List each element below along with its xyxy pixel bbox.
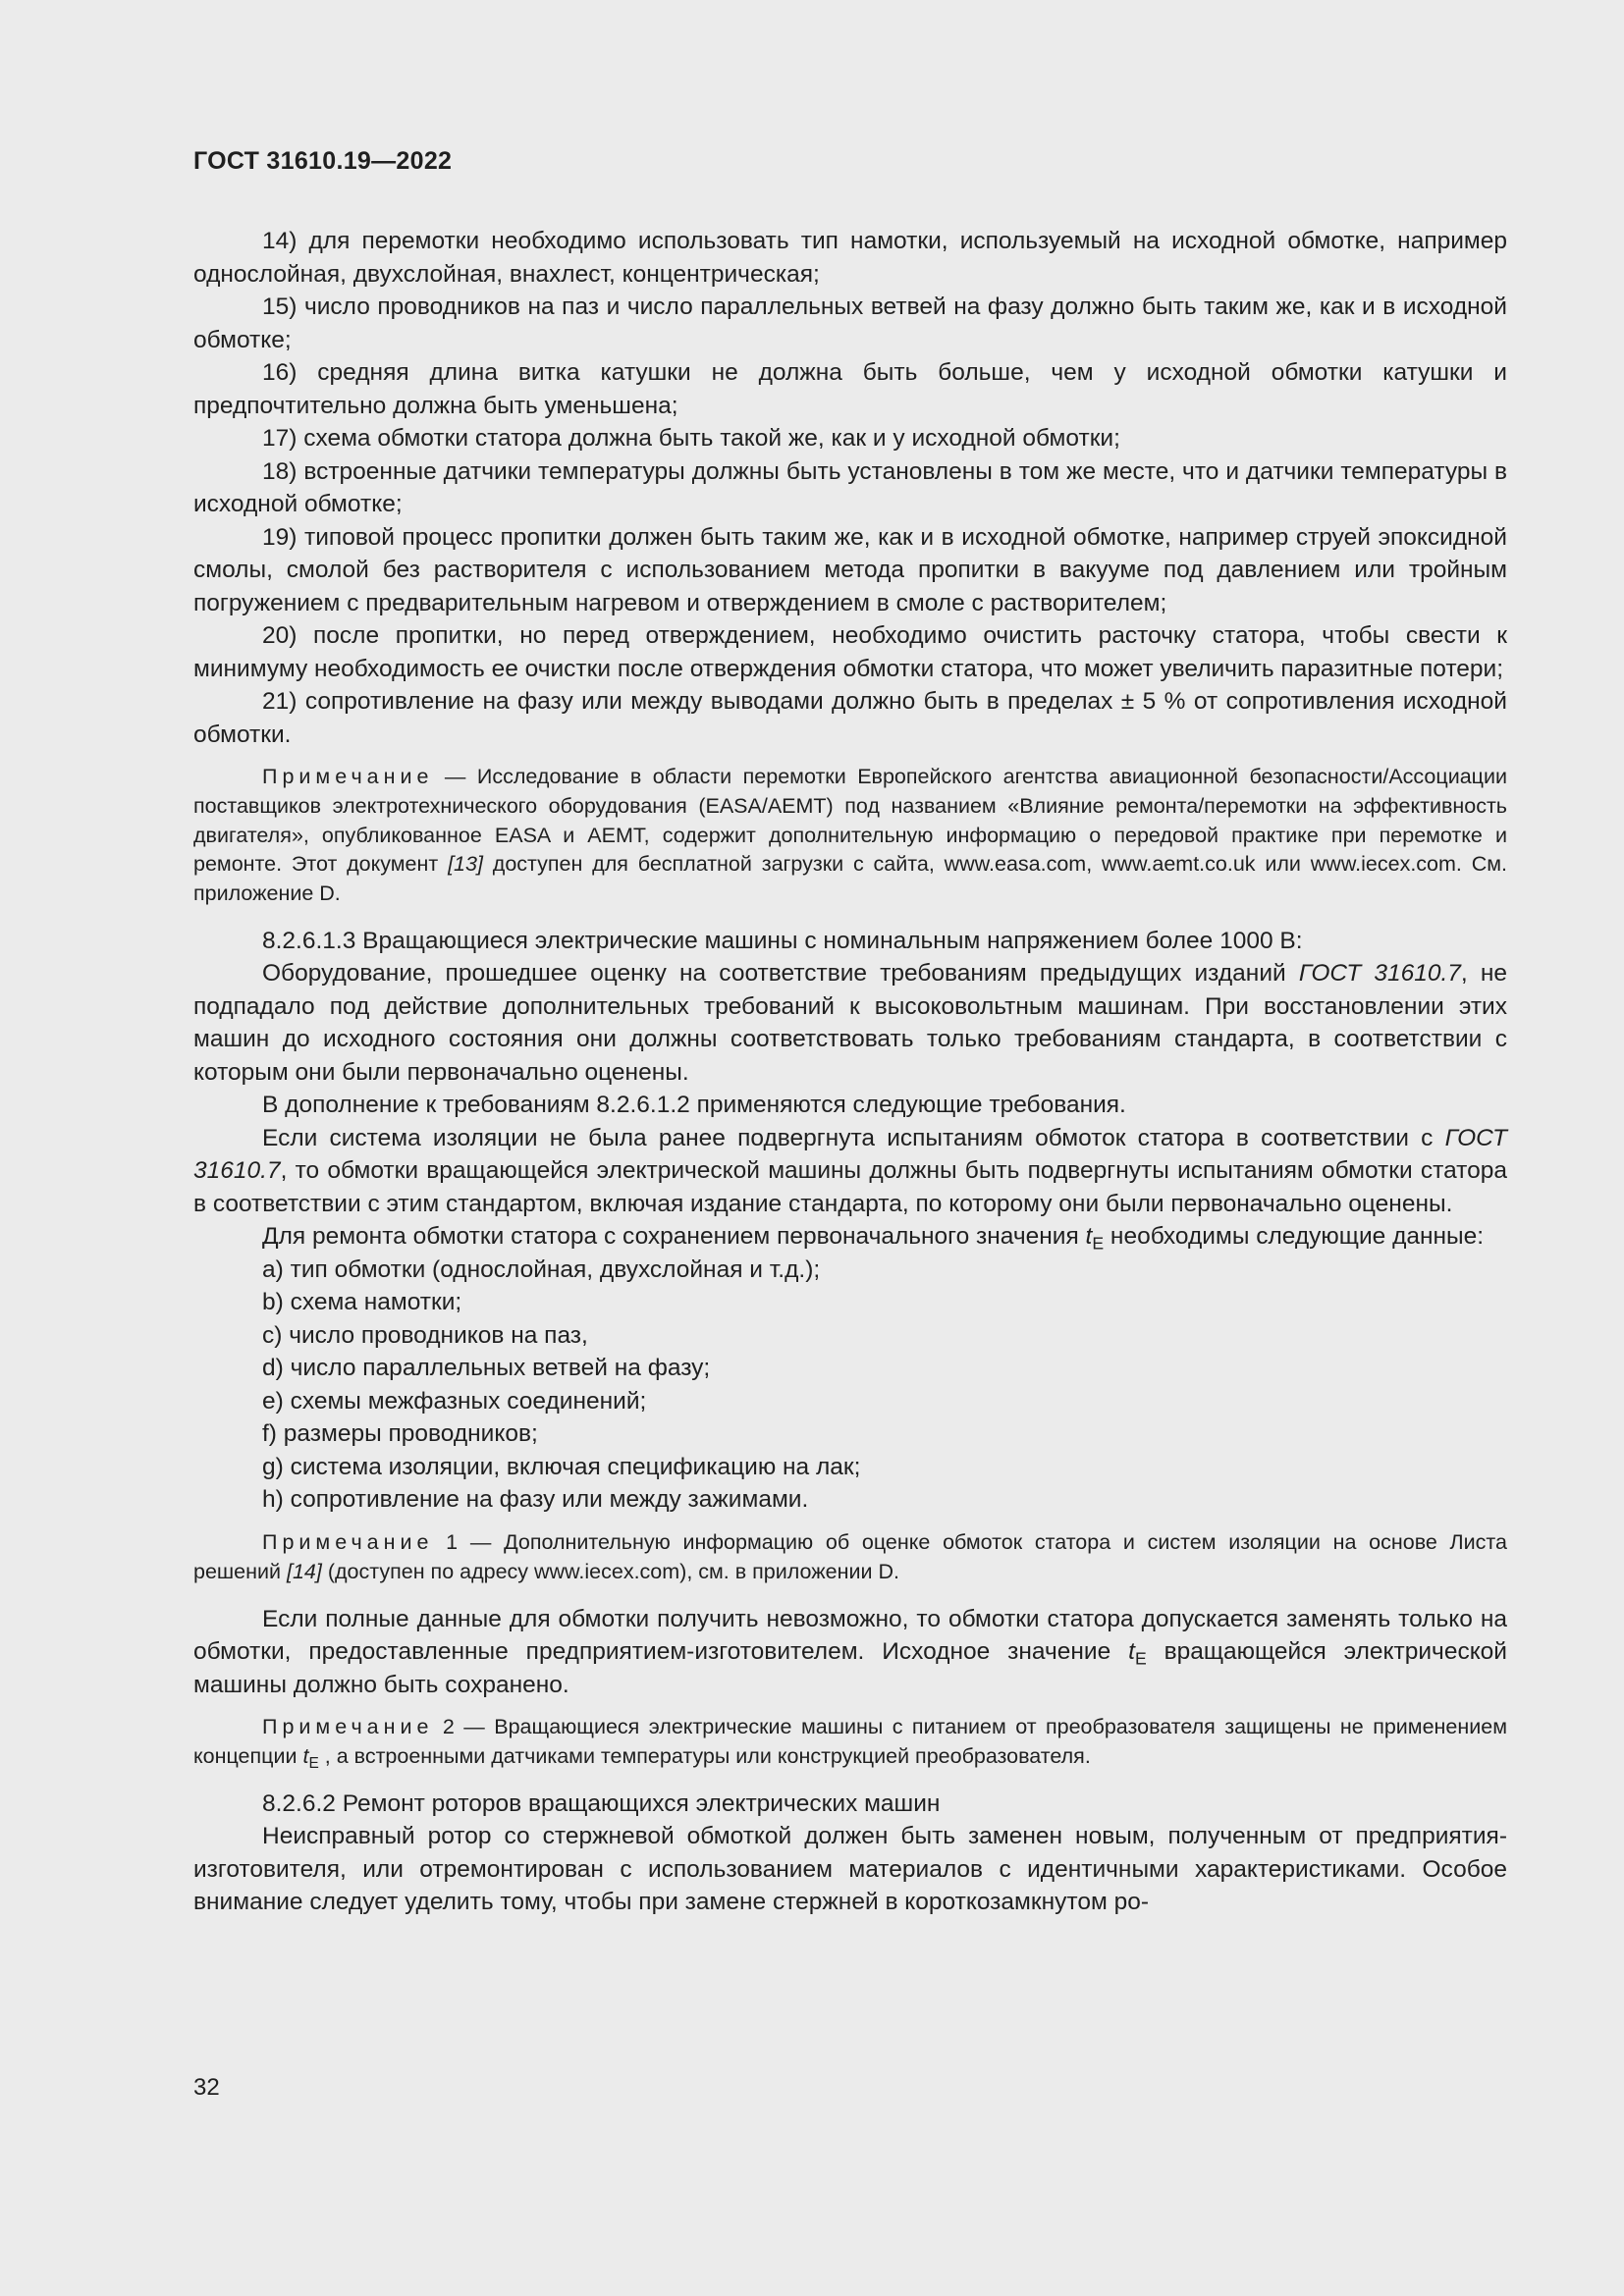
- standard-reference: ГОСТ 31610.7: [193, 1124, 1507, 1185]
- symbol-subscript: E: [308, 1754, 319, 1772]
- note-text: доступен для бесплатной загрузки с сайта, www.easa.com, www.aemt.co.uk или www.iecex.com. См. приложение D.: [193, 852, 1507, 906]
- paragraph-text: вращающейся электрической машины должно быть сохранено.: [193, 1638, 1507, 1698]
- reference-14: [14]: [287, 1559, 322, 1583]
- paragraph-text: Если система изоляции не была ранее подвергнута испытаниям обмоток статора в соответствии с: [262, 1124, 1445, 1151]
- list-item: b) схема намотки;: [262, 1289, 462, 1316]
- list-item: 18) встроенные датчики температуры должны быть установлены в том же месте, что и датчики температуры в исходной обмотке;: [193, 457, 1507, 517]
- paragraph-text: , не подпадало под действие дополнительных требований к высоковольтным машинам. При восстановлении этих машин до исходного состояния они должны соответствовать только требованиям стандарта, в соответствии с которым они были первоначально оценены.: [193, 960, 1507, 1086]
- paragraph-text: необходимы следующие данные:: [1104, 1223, 1485, 1251]
- list-item: d) число параллельных ветвей на фазу;: [262, 1355, 711, 1382]
- paragraph: [193, 1220, 1507, 1254]
- note-easa-aemt: [193, 763, 1507, 909]
- paragraph: [193, 957, 1507, 1089]
- symbol-subscript: E: [1134, 1648, 1147, 1669]
- standard-reference: ГОСТ 31610.7: [1298, 960, 1461, 988]
- list-item: 16) средняя длина витка катушки не должна быть больше, чем у исходной обмотки катушки и предпочтительно должна быть уменьшена;: [193, 359, 1507, 419]
- reference-13: [13]: [448, 852, 483, 877]
- list-item: 14) для перемотки необходимо использовать тип намотки, используемый на исходной обмотке, например однослойная, двухслойная, внахлест, концентрическая;: [193, 228, 1507, 288]
- paragraph: [193, 1603, 1507, 1702]
- note-text: 1 — Дополнительную информацию об оценке обмоток статора и систем изоляции на основе Листа решений: [193, 1529, 1507, 1583]
- winding-data-list: [193, 1254, 1507, 1517]
- list-item: 20) после пропитки, но перед отверждением, необходимо очистить расточку статора, чтобы свести к минимуму необходимость ее очистки после отверждения обмотки статора, что может увеличить паразитные потери;: [193, 622, 1507, 682]
- note-text: — Исследование в области перемотки Европейского агентства авиационной безопасности/Ассоциации поставщиков электротехнического оборудования (EASA/AEMT) под названием «Влияние ремонта/перемотки на эффективность двигателя», опубликованное EASA и AEMT, содержит дополнительную информацию о передовой практике при перемотке и ремонте. Этот документ: [193, 765, 1507, 877]
- paragraph-text: Если полные данные для обмотки получить невозможно, то обмотки статора допускается заменять только на обмотки, предоставленные предприятием-изготовителем. Исходное значение: [193, 1605, 1507, 1666]
- list-item: e) схемы межфазных соединений;: [262, 1387, 647, 1415]
- page-body: [193, 225, 1507, 1919]
- symbol-t: t: [1085, 1223, 1093, 1251]
- note-text: , а встроенными датчиками температуры или конструкцией преобразователя.: [318, 1743, 1091, 1768]
- note-label: Примечание: [262, 1715, 434, 1739]
- document-header: ГОСТ 31610.19—2022: [193, 147, 453, 175]
- paragraph-text: Оборудование, прошедшее оценку на соответствие требованиям предыдущих изданий: [262, 960, 1299, 988]
- note-text: (доступен по адресу www.iecex.com), см. в приложении D.: [321, 1559, 899, 1583]
- note-text: 2 — Вращающиеся электрические машины с питанием от преобразователя защищены не применением концепции: [193, 1715, 1507, 1768]
- symbol-subscript: E: [1092, 1234, 1105, 1255]
- paragraph-text: , то обмотки вращающейся электрической машины должны быть подвергнуты испытаниям обмотки статора в соответствии с этим стандартом, включая издание стандарта, по которому они были первоначально оценены.: [193, 1157, 1507, 1217]
- paragraph: В дополнение к требованиям 8.2.6.1.2 применяются следующие требования.: [262, 1092, 1126, 1119]
- list-item: 19) типовой процесс пропитки должен быть таким же, как и в исходной обмотке, например струей эпоксидной смолы, смолой без растворителя с использованием метода пропитки в вакууме под давлением или тройным погружением с предварительным нагревом и отверждением в смоле с растворителем;: [193, 523, 1507, 616]
- paragraph: Неисправный ротор со стержневой обмоткой должен быть заменен новым, полученным от предприятия-изготовителя, или отремонтирован с использованием материалов с идентичными характеристиками. Особое внимание следует уделить тому, чтобы при замене стержней в короткозамкнутом ро-: [193, 1823, 1507, 1916]
- list-item: 15) число проводников на паз и число параллельных ветвей на фазу должно быть таким же, как и в исходной обмотке;: [193, 294, 1507, 353]
- list-item: f) размеры проводников;: [262, 1420, 538, 1448]
- list-item: g) система изоляции, включая спецификацию на лак;: [262, 1453, 861, 1480]
- section-heading-8-2-6-1-3: 8.2.6.1.3 Вращающиеся электрические машины с номинальным напряжением более 1000 В:: [262, 927, 1303, 954]
- list-item: 17) схема обмотки статора должна быть такой же, как и у исходной обмотки;: [262, 425, 1120, 452]
- list-item: 21) сопротивление на фазу или между выводами должно быть в пределах ± 5 % от сопротивления исходной обмотки.: [193, 688, 1507, 748]
- note-label: Примечание: [262, 765, 434, 788]
- note-label: Примечание: [262, 1529, 434, 1554]
- paragraph-text: Для ремонта обмотки статора с сохранением первоначального значения: [262, 1223, 1086, 1251]
- list-item: h) сопротивление на фазу или между зажимами.: [262, 1486, 809, 1514]
- symbol-t: t: [302, 1743, 309, 1768]
- note-1: [193, 1528, 1507, 1587]
- note-2: [193, 1713, 1507, 1772]
- list-item: c) число проводников на паз,: [262, 1321, 588, 1349]
- list-item: a) тип обмотки (однослойная, двухслойная и т.д.);: [262, 1255, 821, 1283]
- paragraph: [193, 1122, 1507, 1221]
- section-heading-8-2-6-2: 8.2.6.2 Ремонт роторов вращающихся электрических машин: [262, 1789, 941, 1817]
- symbol-t: t: [1128, 1638, 1135, 1666]
- requirements-list-continued: [193, 225, 1507, 751]
- page-number: 32: [193, 2074, 220, 2101]
